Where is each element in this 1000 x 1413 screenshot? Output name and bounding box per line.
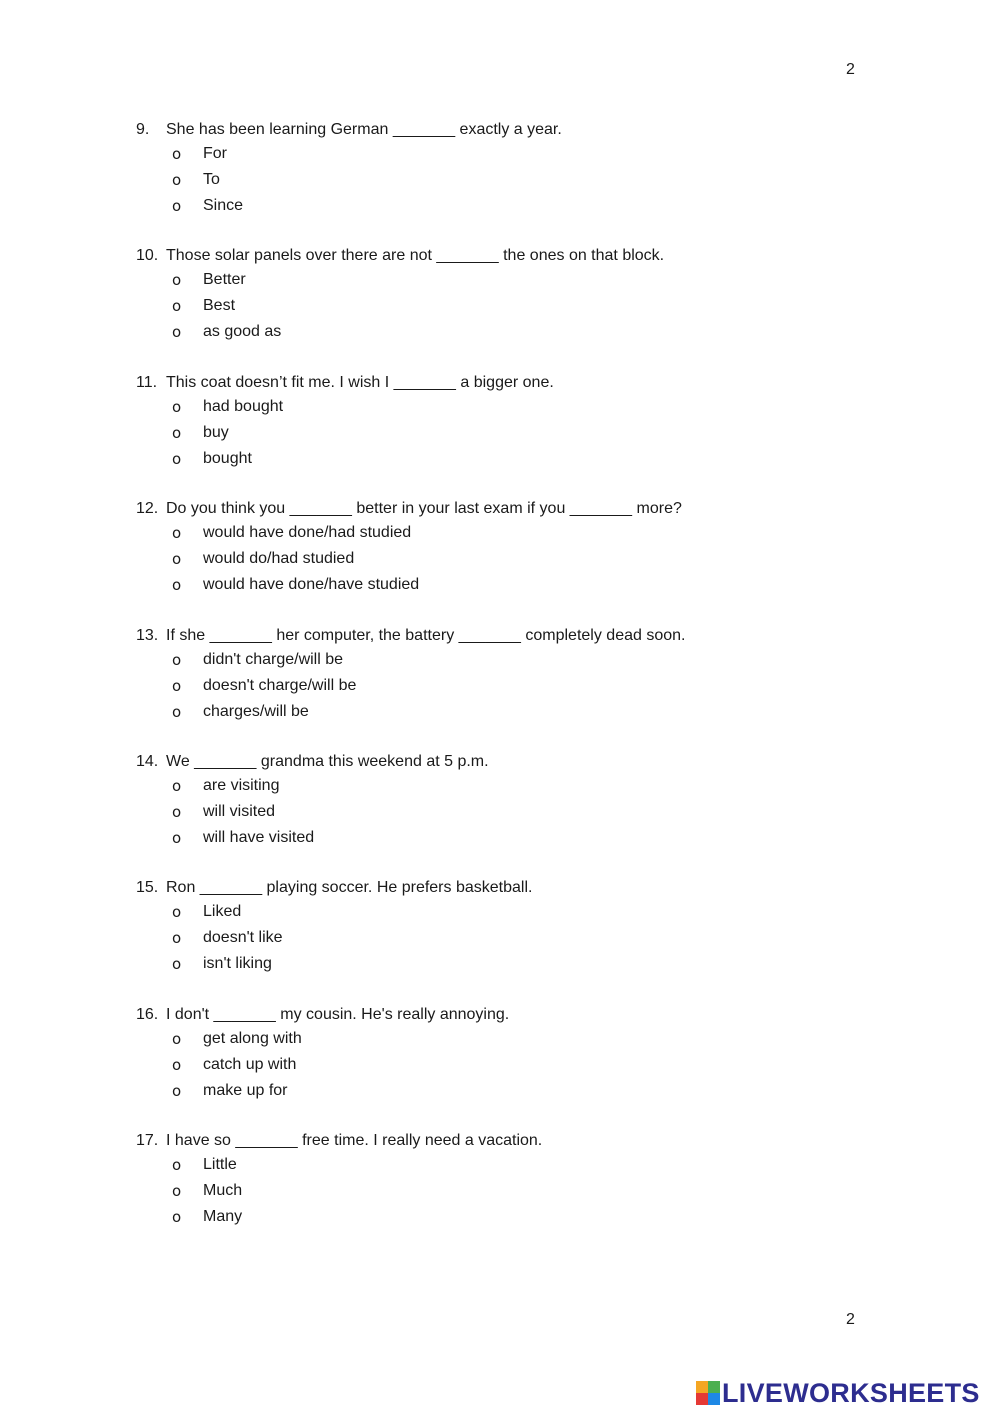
answer-option-label: would do/had studied [203, 550, 355, 568]
brand-footer[interactable] [696, 1378, 980, 1408]
answer-option-label: For [203, 145, 227, 162]
answer-option-label: Since [203, 197, 244, 214]
circle-bullet-icon: o [172, 676, 182, 695]
logo-square-4 [708, 1393, 720, 1405]
circle-bullet-icon: o [172, 955, 182, 974]
answer-option-label: charges/will be [203, 702, 309, 720]
logo-square-3 [696, 1393, 708, 1405]
question-text: I don't _______ my cousin. He's really annoying. [166, 1005, 510, 1023]
question-text: Ron _______ playing soccer. He prefers basketball. [166, 879, 533, 897]
circle-bullet-icon: o [172, 903, 182, 922]
logo-square-2 [708, 1381, 720, 1393]
circle-bullet-icon: o [172, 197, 182, 215]
circle-bullet-icon: o [172, 524, 182, 543]
answer-option-label: catch up with [203, 1055, 297, 1073]
question-number: 11. [136, 373, 158, 391]
question-item [0, 1003, 1000, 1129]
liveworksheets-logo-icon [696, 1381, 720, 1405]
question-item [0, 244, 1000, 370]
page-number-bottom: 2 [846, 1311, 855, 1328]
answer-option-label: will have visited [203, 828, 315, 846]
circle-bullet-icon: o [172, 802, 182, 821]
circle-bullet-icon: o [172, 1029, 182, 1048]
question-item [0, 1129, 1000, 1255]
question-item [0, 497, 1000, 623]
brand-name: LIVEWORKSHEETS [722, 1378, 980, 1408]
circle-bullet-icon: o [172, 323, 182, 342]
question-number: 13. [136, 626, 159, 644]
question-item [0, 371, 1000, 497]
circle-bullet-icon: o [172, 145, 182, 163]
circle-bullet-icon: o [172, 929, 182, 948]
question-number: 16. [136, 1005, 159, 1023]
answer-option-label: Liked [203, 903, 242, 921]
answer-option-label: would have done/had studied [203, 524, 412, 542]
circle-bullet-icon: o [172, 776, 182, 795]
circle-bullet-icon: o [172, 1055, 182, 1074]
circle-bullet-icon: o [172, 650, 182, 669]
question-number: 14. [136, 752, 159, 770]
question-number: 10. [136, 247, 159, 265]
question-item [0, 624, 1000, 750]
circle-bullet-icon: o [172, 1156, 182, 1175]
answer-option-label: will visited [203, 802, 276, 820]
question-text: We _______ grandma this weekend at 5 p.m. [166, 752, 489, 770]
circle-bullet-icon: o [172, 1208, 182, 1227]
answer-option-label: would have done/have studied [203, 576, 420, 594]
answer-option-label: Best [203, 297, 236, 315]
question-number: 15. [136, 879, 159, 897]
question-item [0, 118, 1000, 244]
circle-bullet-icon: o [172, 550, 182, 569]
answer-option-label: Much [203, 1182, 243, 1200]
answer-option-label: Many [203, 1208, 243, 1226]
circle-bullet-icon: o [172, 397, 182, 416]
answer-option-label: had bought [203, 397, 284, 415]
question-text: She has been learning German _______ exactly a year. [166, 121, 562, 138]
answer-option-label: doesn't charge/will be [203, 676, 357, 694]
logo-square-1 [696, 1381, 708, 1393]
answer-option-label: buy [203, 423, 229, 441]
circle-bullet-icon: o [172, 1182, 182, 1201]
answer-option-label: To [203, 171, 220, 188]
answer-option-label: isn't liking [203, 955, 272, 973]
question-number: 9. [136, 121, 150, 138]
circle-bullet-icon: o [172, 271, 182, 290]
page-number-top: 2 [846, 61, 855, 78]
question-text: I have so _______ free time. I really need a vacation. [166, 1132, 543, 1150]
question-text: Those solar panels over there are not _______ the ones on that block. [166, 247, 665, 265]
answer-option-label: Little [203, 1156, 237, 1174]
question-number: 12. [136, 500, 159, 518]
answer-option-label: make up for [203, 1081, 288, 1099]
answer-option-label: are visiting [203, 776, 280, 794]
question-text: Do you think you _______ better in your last exam if you _______ more? [166, 500, 682, 518]
circle-bullet-icon: o [172, 576, 182, 595]
question-list [0, 118, 1000, 1256]
circle-bullet-icon: o [172, 828, 182, 847]
question-number: 17. [136, 1132, 159, 1150]
answer-option-label: Better [203, 271, 246, 289]
question-text: This coat doesn’t fit me. I wish I _______ a bigger one. [166, 373, 554, 391]
circle-bullet-icon: o [172, 449, 182, 468]
question-item [0, 750, 1000, 876]
question-item [0, 876, 1000, 1002]
answer-option-label: didn't charge/will be [203, 650, 344, 668]
circle-bullet-icon: o [172, 702, 182, 721]
answer-option-label: doesn't like [203, 929, 283, 947]
circle-bullet-icon: o [172, 297, 182, 316]
circle-bullet-icon: o [172, 1081, 182, 1100]
circle-bullet-icon: o [172, 171, 182, 189]
question-text: If she _______ her computer, the battery _______ completely dead soon. [166, 626, 686, 644]
answer-option-label: get along with [203, 1029, 302, 1047]
answer-option-label: bought [203, 449, 252, 467]
circle-bullet-icon: o [172, 423, 182, 442]
answer-option-label: as good as [203, 323, 282, 341]
